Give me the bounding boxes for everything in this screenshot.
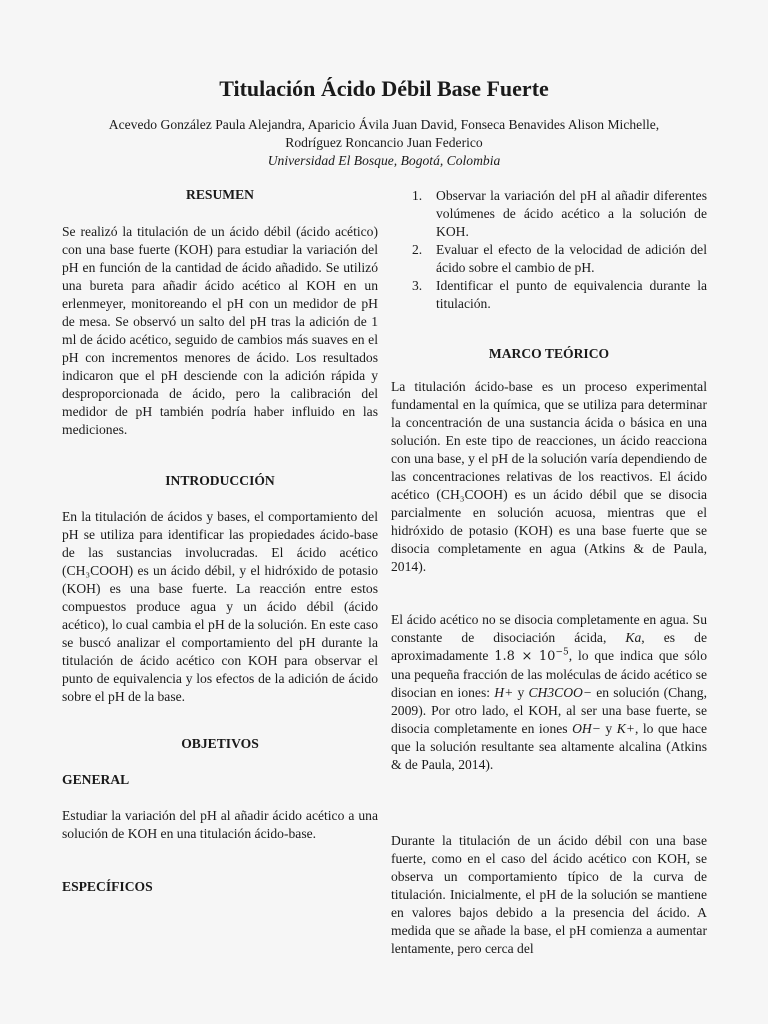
text-segment: y: [513, 685, 529, 700]
list-item: [412, 277, 707, 313]
ion-oh: OH−: [572, 721, 601, 736]
general-text: [62, 807, 378, 843]
ion-acetate: CH3COO−: [528, 685, 593, 700]
especificos-heading: ESPECÍFICOS: [62, 879, 153, 894]
list-number: 2.: [412, 242, 423, 257]
text-segment: en solución (Chang, 2009). Por otro lado, el KOH, al ser una base fuerte, se disocia completamente en iones: [391, 685, 707, 736]
marco-teorico-p2: [391, 611, 707, 774]
list-item: [412, 241, 707, 277]
list-number: 3.: [412, 278, 423, 293]
ka-symbol: Ka: [625, 630, 642, 645]
ion-k: K+: [616, 721, 635, 736]
list-item-text: Evaluar el efecto de la velocidad de adición del ácido sobre el cambio de pH.: [436, 242, 707, 275]
ka-value-exponent: −5: [555, 647, 569, 658]
text-segment: , es de aproximadamente: [391, 630, 707, 663]
text-segment: , lo que hace que la solución resultante sea altamente alcalina (Atkins & de Paula, 2014).: [391, 721, 707, 772]
general-heading: GENERAL: [62, 772, 130, 787]
ion-h: H+: [494, 685, 514, 700]
text-segment: y: [600, 721, 617, 736]
marco-teorico-p3: [391, 832, 707, 958]
list-item-text: Identificar el punto de equivalencia durante la titulación.: [436, 278, 707, 311]
list-item-text: Observar la variación del pH al añadir diferentes volúmenes de ácido acético a la solución de KOH.: [436, 188, 707, 239]
resumen-paragraph: Se realizó la titulación de un ácido débil (ácido acético) con una base fuerte (KOH) para estudiar la variación del pH en función de la cantidad de ácido añadido. Se utilizó una bureta para añadir ácido acético al KOH en un erlenmeyer, monitoreando el pH con un medidor de pH de mesa. Se observó un salto del pH tras la adición de 1 ml de ácido acético, seguido de cambios más suaves en el pH con incrementos menores de ácido. Los resultados indicaron que el pH desciende con la adición rápida y desproporcionada de ácido, pero la calibración del medidor de pH también podría haber influido en las mediciones.: [62, 224, 378, 437]
objetivos-heading: OBJETIVOS: [181, 736, 259, 751]
marco-teorico-heading: MARCO TEÓRICO: [488, 346, 610, 361]
specific-objectives-list: [412, 187, 707, 313]
affiliation: Universidad El Bosque, Bogotá, Colombia: [267, 153, 501, 168]
introduccion-text: [62, 508, 378, 706]
general-paragraph: Estudiar la variación del pH al añadir ácido acético a una solución de KOH en una titulación ácido-base.: [62, 808, 378, 841]
ka-value-base: 1.8 × 10: [494, 649, 556, 664]
marco-paragraph-3: Durante la titulación de un ácido débil con una base fuerte, como en el caso del ácido acético con KOH, se observa un comportamiento típico de la curva de titulación. Inicialmente, el pH de la solución se mantiene en valores bajos debido a la presencia del ácido. A medida que se añade la base, el pH comienza a aumentar lentamente, pero cerca del: [391, 833, 707, 956]
introduccion-heading: INTRODUCCIÓN: [165, 473, 275, 488]
authors-line-1: Acevedo González Paula Alejandra, Aparicio Ávila Juan David, Fonseca Benavides Alison Michelle,: [108, 117, 660, 132]
text-segment: , lo que indica que sólo una pequeña fracción de las moléculas de ácido acético se disocian en iones:: [391, 648, 708, 700]
text-segment: El ácido acético no se disocia completamente en agua. Su constante de disociación ácida,: [391, 612, 707, 645]
paper-title: Titulación Ácido Débil Base Fuerte: [219, 76, 549, 101]
authors-line-2: Rodríguez Roncancio Juan Federico: [285, 135, 483, 150]
resumen-heading: RESUMEN: [186, 187, 254, 202]
list-number: 1.: [412, 188, 423, 203]
author-list: [40, 116, 728, 152]
resumen-text: [62, 223, 378, 439]
ka-value: [494, 649, 569, 664]
marco-paragraph-2: [391, 611, 707, 774]
list-item: [412, 187, 707, 241]
marco-paragraph-1: La titulación ácido-base es un proceso experimental fundamental en la química, que se utiliza para determinar la concentración de una sustancia ácida o básica en una solución. En este tipo de reacciones, un ácido reacciona con una base, y el pH de la solución varía dependiendo de las concentraciones relativas de los reactivos. El ácido acético (CH₃COOH) es un ácido débil que se disocia parcialmente en solución acuosa, mientras que el hidróxido de potasio (KOH) es una base fuerte que se disocia completamente en agua (Atkins & de Paula, 2014).: [391, 379, 707, 574]
marco-teorico-p1: [391, 378, 707, 576]
introduccion-paragraph: En la titulación de ácidos y bases, el comportamiento del pH se utiliza para identificar las propiedades ácido-base de las sustancias involucradas. El ácido acético (CH₃COOH) es un ácido débil, y el hidróxido de potasio (KOH) es una base fuerte. La reacción entre estos compuestos produce agua y un ácido débil (ácido acético), lo cual cambia el pH de la solución. En este caso se buscó analizar el comportamiento del pH durante la titulación de ácido acético con KOH para observar el punto de equivalencia y los efectos de la adición de ácido sobre el pH de la base.: [62, 509, 378, 704]
